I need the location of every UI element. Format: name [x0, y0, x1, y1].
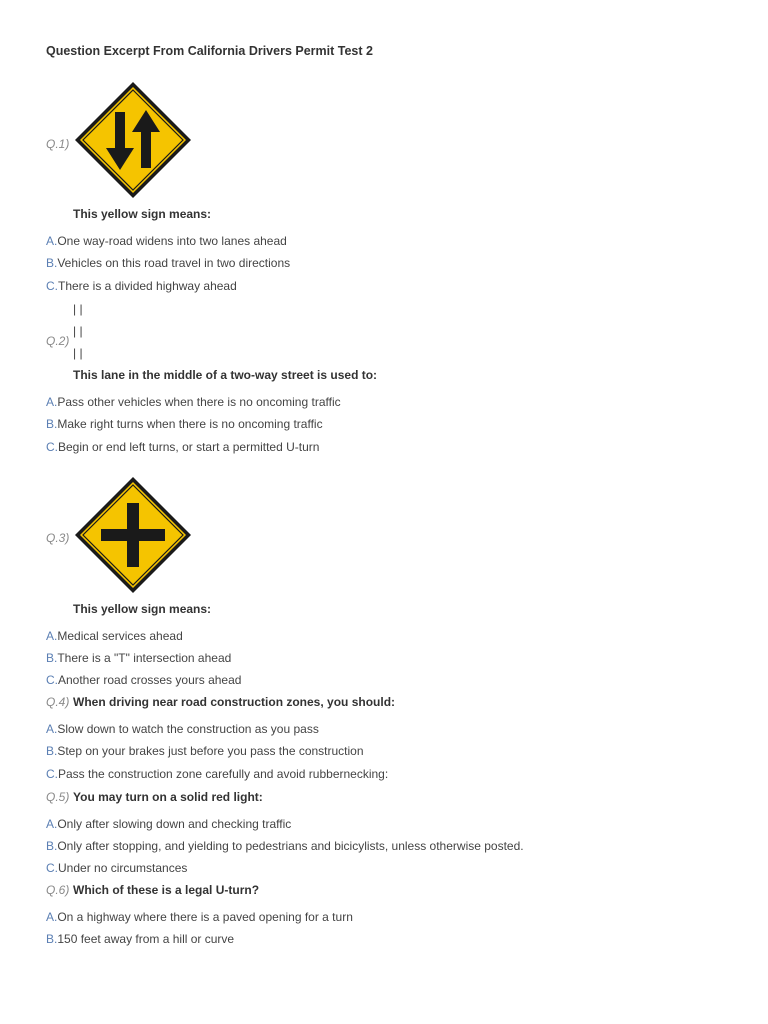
answer-1b	[46, 256, 290, 270]
answer-2a	[46, 395, 341, 409]
answer-text: Pass the construction zone carefully and avoid rubbernecking:	[58, 767, 389, 781]
answer-letter: C.	[46, 767, 58, 781]
answer-letter: A.	[46, 629, 58, 643]
answer-5a	[46, 817, 291, 831]
answer-2c	[46, 440, 319, 454]
crossroad-sign-icon	[73, 475, 193, 595]
answer-text: Another road crosses yours ahead	[58, 673, 242, 687]
lane-bars-3: | |	[73, 346, 83, 360]
answer-letter: A.	[46, 910, 58, 924]
answer-letter: B.	[46, 932, 58, 946]
question-5-number: Q.5)	[46, 790, 70, 804]
question-3-text: This yellow sign means:	[73, 602, 212, 616]
question-6-number: Q.6)	[46, 883, 70, 897]
answer-letter: A.	[46, 722, 58, 736]
question-5-text: You may turn on a solid red light:	[73, 790, 263, 804]
answer-text: Only after stopping, and yielding to pedestrians and bicicylists, unless otherwise posted.	[57, 839, 524, 853]
answer-text: Under no circumstances	[58, 861, 188, 875]
answer-letter: C.	[46, 279, 58, 293]
page-title: Question Excerpt From California Drivers Permit Test 2	[46, 44, 373, 58]
answer-text: There is a divided highway ahead	[58, 279, 237, 293]
answer-letter: B.	[46, 417, 58, 431]
answer-4c	[46, 767, 388, 781]
answer-text: Step on your brakes just before you pass the construction	[57, 744, 364, 758]
question-1-text: This yellow sign means:	[73, 207, 212, 221]
answer-letter: B.	[46, 256, 58, 270]
answer-letter: A.	[46, 817, 58, 831]
question-4-text: When driving near road construction zones, you should:	[73, 695, 396, 709]
question-1-number: Q.1)	[46, 137, 70, 151]
answer-text: One way-road widens into two lanes ahead	[57, 234, 287, 248]
question-2-text: This lane in the middle of a two-way street is used to:	[73, 368, 378, 382]
answer-letter: B.	[46, 839, 58, 853]
lane-bars-1: | |	[73, 302, 83, 316]
answer-4b	[46, 744, 364, 758]
two-way-traffic-sign-icon	[73, 80, 193, 200]
answer-1c	[46, 279, 237, 293]
answer-text: 150 feet away from a hill or curve	[57, 932, 235, 946]
lane-bars-2: | |	[73, 324, 83, 338]
answer-letter: A.	[46, 395, 58, 409]
answer-text: Make right turns when there is no oncoming traffic	[57, 417, 323, 431]
answer-letter: C.	[46, 673, 58, 687]
answer-1a	[46, 234, 287, 248]
answer-text: Vehicles on this road travel in two directions	[57, 256, 291, 270]
question-2-number: Q.2)	[46, 334, 70, 348]
answer-6b	[46, 932, 234, 946]
answer-text: Begin or end left turns, or start a permitted U-turn	[58, 440, 320, 454]
answer-text: Slow down to watch the construction as you pass	[57, 722, 319, 736]
question-6-text: Which of these is a legal U-turn?	[73, 883, 260, 897]
answer-letter: C.	[46, 861, 58, 875]
answer-letter: B.	[46, 651, 58, 665]
answer-6a	[46, 910, 353, 924]
answer-5c	[46, 861, 187, 875]
question-4-number: Q.4)	[46, 695, 70, 709]
answer-text: Pass other vehicles when there is no oncoming traffic	[57, 395, 341, 409]
answer-text: On a highway where there is a paved opening for a turn	[57, 910, 353, 924]
answer-letter: C.	[46, 440, 58, 454]
answer-letter: B.	[46, 744, 58, 758]
answer-3a	[46, 629, 183, 643]
answer-5b	[46, 839, 524, 853]
answer-text: Medical services ahead	[57, 629, 183, 643]
answer-letter: A.	[46, 234, 58, 248]
question-3-number: Q.3)	[46, 531, 70, 545]
answer-3b	[46, 651, 231, 665]
answer-4a	[46, 722, 319, 736]
answer-2b	[46, 417, 323, 431]
answer-text: There is a "T" intersection ahead	[57, 651, 232, 665]
answer-3c	[46, 673, 241, 687]
answer-text: Only after slowing down and checking traffic	[57, 817, 292, 831]
